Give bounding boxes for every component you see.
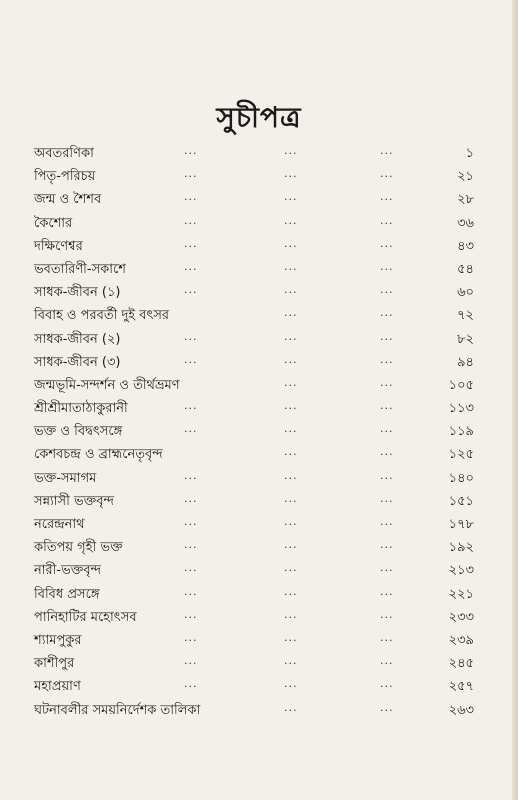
- leader-dots: ...: [184, 584, 198, 598]
- toc-row: [34, 536, 474, 559]
- toc-page-number: ৬০: [457, 285, 474, 301]
- leader-dots: ...: [380, 677, 394, 691]
- toc-row: [34, 235, 474, 258]
- toc-row: [34, 328, 474, 351]
- toc-entry-label: শ্রীশ্রীমাতাঠাকুরানী: [34, 401, 128, 417]
- page-title: সুচীপত্র: [216, 101, 302, 134]
- toc-row: [34, 675, 474, 698]
- leader-dots: ...: [184, 283, 198, 297]
- toc-page-number: ২৪৫: [448, 656, 474, 672]
- toc-row: [34, 629, 474, 652]
- toc-entry-label: শ্যামপুকুর: [34, 632, 82, 648]
- toc-page-number: ৮২: [457, 331, 474, 347]
- toc-entry-label: বিবাহ ও পরবর্তী দুই বৎসর: [34, 308, 170, 324]
- leader-dots: ...: [184, 399, 198, 413]
- leader-dots: ...: [380, 144, 394, 157]
- toc-page-number: ১০৫: [448, 377, 474, 393]
- leader-dots: ...: [284, 329, 298, 343]
- leader-dots: ...: [380, 213, 394, 227]
- leader-dots: ...: [184, 329, 198, 343]
- toc-row: [34, 699, 474, 722]
- toc-row: [34, 374, 474, 397]
- toc-page-number: ৭২: [457, 308, 474, 324]
- leader-dots: ...: [284, 491, 298, 505]
- leader-dots: ...: [284, 375, 298, 389]
- toc-page-number: ১৪০: [448, 470, 474, 486]
- toc-entry-label: ভক্ত ও বিদ্বৎসঙ্গে: [34, 424, 123, 440]
- toc-entry-label: সন্ন্যাসী ভক্তবৃন্দ: [34, 493, 114, 509]
- toc-page-number: ১২৫: [448, 447, 474, 463]
- leader-dots: ...: [284, 630, 298, 644]
- leader-dots: ...: [184, 190, 198, 204]
- leader-dots: ...: [284, 700, 298, 714]
- leader-dots: ...: [380, 167, 394, 181]
- leader-dots: ...: [380, 561, 394, 575]
- leader-dots: ...: [184, 236, 198, 250]
- toc-entry-label: কাশীপুর: [34, 656, 75, 672]
- leader-dots: ...: [184, 491, 198, 505]
- leader-dots: ...: [284, 422, 298, 436]
- leader-dots: ...: [380, 584, 394, 598]
- leader-dots: ...: [284, 607, 298, 621]
- leader-dots: ...: [184, 538, 198, 552]
- toc-page-number: ২৩৯: [448, 632, 474, 648]
- toc-page-number: ১: [465, 146, 474, 161]
- leader-dots: ...: [380, 375, 394, 389]
- leader-dots: ...: [184, 213, 198, 227]
- toc-row: [34, 513, 474, 536]
- leader-dots: ...: [380, 654, 394, 668]
- leader-dots: ...: [284, 538, 298, 552]
- leader-dots: ...: [184, 352, 198, 366]
- leader-dots: ...: [380, 236, 394, 250]
- toc-entry-label: ভক্ত-সমাগম: [34, 470, 97, 486]
- toc-row: [34, 188, 474, 211]
- toc-row: [34, 397, 474, 420]
- leader-dots: ...: [284, 399, 298, 413]
- leader-dots: ...: [184, 144, 198, 157]
- toc-entry-label: সাধক-জীবন (৩): [34, 354, 121, 370]
- leader-dots: ...: [284, 213, 298, 227]
- toc-entry-label: পিতৃ-পরিচয়: [34, 169, 96, 185]
- leader-dots: ...: [284, 352, 298, 366]
- toc-entry-label: ভবতারিণী-সকাশে: [34, 261, 126, 277]
- toc-page-number: ২৫৭: [448, 679, 474, 695]
- leader-dots: ...: [380, 329, 394, 343]
- leader-dots: ...: [380, 538, 394, 552]
- leader-dots: ...: [284, 236, 298, 250]
- toc-row: [34, 467, 474, 490]
- toc-entry-label: মহাপ্রয়াণ: [34, 679, 81, 695]
- leader-dots: ...: [380, 283, 394, 297]
- leader-dots: ...: [284, 515, 298, 528]
- toc-row: [34, 490, 474, 513]
- toc-row: [34, 281, 474, 304]
- table-of-contents: [34, 142, 474, 722]
- toc-page-number: ২৩৩: [448, 609, 474, 625]
- leader-dots: ...: [184, 561, 198, 575]
- toc-row: [34, 443, 474, 466]
- leader-dots: ...: [284, 561, 298, 575]
- leader-dots: ...: [380, 700, 394, 714]
- toc-page-number: ১৭৮: [448, 517, 474, 532]
- leader-dots: ...: [284, 306, 298, 320]
- toc-page-number: ৪৩: [457, 238, 474, 254]
- toc-page-number: ২১৩: [448, 563, 474, 579]
- leader-dots: ...: [284, 167, 298, 181]
- toc-page-number: ১১৯: [448, 424, 474, 440]
- toc-row: [34, 165, 474, 188]
- leader-dots: ...: [284, 259, 298, 273]
- toc-page-number: ৯৪: [457, 354, 474, 370]
- leader-dots: ...: [380, 491, 394, 505]
- leader-dots: ...: [184, 677, 198, 691]
- toc-entry-label: পানিহাটির মহোৎসব: [34, 609, 137, 625]
- leader-dots: ...: [380, 306, 394, 320]
- toc-page-number: ২১: [457, 169, 474, 185]
- leader-dots: ...: [284, 445, 298, 459]
- leader-dots: ...: [184, 167, 198, 181]
- leader-dots: ...: [284, 144, 298, 157]
- leader-dots: ...: [184, 607, 198, 621]
- toc-page-number: ১৯২: [448, 540, 474, 556]
- leader-dots: ...: [184, 630, 198, 644]
- toc-entry-label: দক্ষিণেশ্বর: [34, 238, 83, 254]
- toc-page-number: ২৬৩: [448, 702, 474, 718]
- leader-dots: ...: [184, 422, 198, 436]
- toc-entry-label: কৈশোর: [34, 215, 73, 231]
- toc-row: [34, 304, 474, 327]
- toc-page-number: ২৮: [457, 192, 474, 208]
- leader-dots: ...: [380, 190, 394, 204]
- toc-page-number: ১১৩: [448, 401, 474, 417]
- leader-dots: ...: [284, 190, 298, 204]
- toc-entry-label: নরেন্দ্রনাথ: [34, 517, 85, 532]
- leader-dots: ...: [380, 607, 394, 621]
- leader-dots: ...: [184, 259, 198, 273]
- toc-entry-label: কতিপয় গৃহী ভক্ত: [34, 540, 123, 556]
- toc-page-number: ৩৬: [457, 215, 474, 231]
- leader-dots: ...: [380, 445, 394, 459]
- toc-entry-label: কেশবচন্দ্র ও ব্রাহ্মনেতৃবৃন্দ: [34, 447, 163, 463]
- toc-entry-label: বিবিধ প্রসঙ্গে: [34, 586, 100, 602]
- leader-dots: ...: [184, 654, 198, 668]
- toc-row: [34, 652, 474, 675]
- toc-row: [34, 258, 474, 281]
- toc-entry-label: ঘটনাবলীর সময়নির্দেশক তালিকা: [34, 702, 201, 718]
- toc-row: [34, 420, 474, 443]
- toc-row: [34, 351, 474, 374]
- toc-page-number: ১৫১: [448, 493, 474, 509]
- leader-dots: ...: [380, 630, 394, 644]
- leader-dots: ...: [184, 515, 198, 528]
- leader-dots: ...: [380, 422, 394, 436]
- toc-row: [34, 142, 474, 165]
- leader-dots: ...: [184, 468, 198, 482]
- leader-dots: ...: [380, 515, 394, 528]
- leader-dots: ...: [284, 468, 298, 482]
- toc-row: [34, 583, 474, 606]
- leader-dots: ...: [284, 654, 298, 668]
- toc-row: [34, 212, 474, 235]
- leader-dots: ...: [380, 399, 394, 413]
- toc-page-number: ২২১: [448, 586, 474, 602]
- toc-page-number: ৫৪: [457, 261, 474, 277]
- leader-dots: ...: [380, 352, 394, 366]
- leader-dots: ...: [380, 259, 394, 273]
- toc-entry-label: সাধক-জীবন (১): [34, 285, 121, 301]
- leader-dots: ...: [284, 584, 298, 598]
- toc-entry-label: নারী-ভক্তবৃন্দ: [34, 563, 102, 579]
- toc-row: [34, 559, 474, 582]
- toc-entry-label: অবতরণিকা: [34, 146, 94, 161]
- toc-entry-label: জন্মভূমি-সন্দর্শন ও তীর্থভ্রমণ: [34, 377, 180, 393]
- leader-dots: ...: [284, 677, 298, 691]
- leader-dots: ...: [380, 468, 394, 482]
- toc-entry-label: জন্ম ও শৈশব: [34, 192, 102, 208]
- toc-entry-label: সাধক-জীবন (২): [34, 331, 121, 347]
- leader-dots: ...: [284, 283, 298, 297]
- toc-row: [34, 606, 474, 629]
